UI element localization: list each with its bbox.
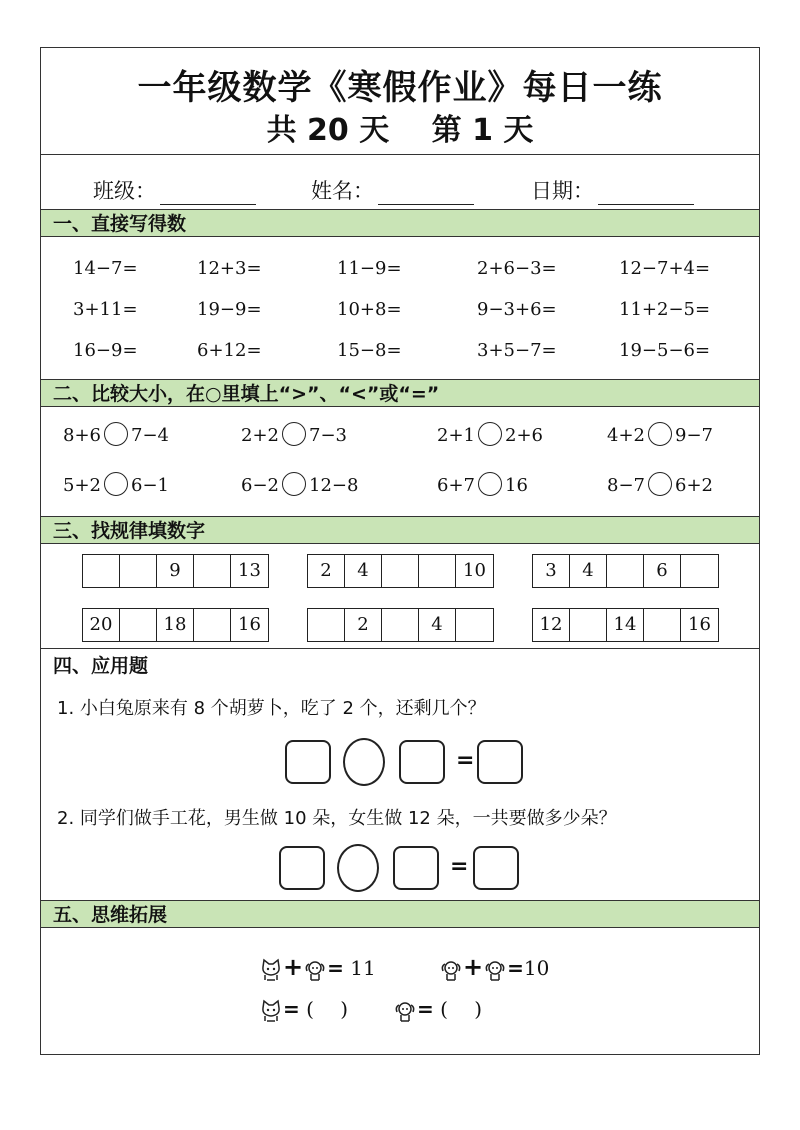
equation-item: 6+12=: [197, 340, 262, 361]
name-blank[interactable]: [378, 184, 474, 205]
comparison-item: [437, 424, 543, 448]
puppy-icon: [439, 958, 463, 982]
puzzle-sum-2: 10: [523, 956, 550, 980]
compare-circle[interactable]: [104, 422, 128, 446]
total-days: 共 20 天: [266, 113, 390, 148]
puzzle-answer-puppy: [393, 993, 482, 1023]
sequence-blank-cell[interactable]: [120, 555, 157, 587]
class-blank[interactable]: [160, 184, 256, 205]
equation-item: 19−9=: [197, 299, 262, 320]
compare-circle[interactable]: [282, 422, 306, 446]
equation-item: 14−7=: [73, 258, 138, 279]
title-block: [41, 48, 759, 155]
puzzle-equation-1: [259, 953, 376, 982]
sequence-cell: 2: [308, 555, 345, 587]
cat-icon: [259, 999, 283, 1023]
worksheet-subtitle: [41, 105, 759, 149]
right-expression: 7−3: [309, 425, 347, 446]
answer-box[interactable]: [279, 846, 325, 890]
equation-item: 19−5−6=: [619, 340, 711, 361]
result-box[interactable]: [477, 740, 523, 784]
section-1-header: 一、直接写得数: [41, 209, 759, 237]
left-expression: 4+2: [607, 425, 645, 446]
worksheet: [40, 47, 760, 1055]
left-expression: 6+7: [437, 475, 475, 496]
sequence-cell: 18: [157, 609, 194, 641]
date-field[interactable]: [531, 175, 694, 205]
answer-box[interactable]: [393, 846, 439, 890]
equation-item: 9−3+6=: [477, 299, 557, 320]
class-label: 班级：: [93, 179, 156, 203]
number-sequence: [82, 554, 269, 588]
equation-item: 15−8=: [337, 340, 402, 361]
answer-row-2: [279, 844, 539, 892]
section-5-header: 五、思维拓展: [41, 900, 759, 928]
right-expression: 6+2: [675, 475, 713, 496]
left-expression: 2+2: [241, 425, 279, 446]
word-problem-2: 2. 同学们做手工花，男生做 10 朵，女生做 12 朵，一共要做多少朵？: [57, 808, 617, 829]
answer-box[interactable]: [399, 740, 445, 784]
sequence-blank-cell[interactable]: [83, 555, 120, 587]
equation-item: 2+6−3=: [477, 258, 557, 279]
sequence-blank-cell[interactable]: [308, 609, 345, 641]
compare-circle[interactable]: [648, 422, 672, 446]
word-problem-1: 1. 小白兔原来有 8 个胡萝卜，吃了 2 个，还剩几个？: [57, 698, 486, 719]
left-expression: 2+1: [437, 425, 475, 446]
equals-sign: =: [507, 956, 524, 980]
sequence-cell: 6: [644, 555, 681, 587]
comparison-item: [63, 424, 169, 448]
puzzle-sum-1: 11: [343, 956, 376, 980]
sequence-blank-cell[interactable]: [419, 555, 456, 587]
right-expression: 12−8: [309, 475, 359, 496]
plus-sign: +: [463, 953, 484, 981]
compare-circle[interactable]: [478, 472, 502, 496]
operator-circle[interactable]: [337, 844, 379, 892]
comparison-item: [437, 474, 528, 498]
date-blank[interactable]: [598, 184, 694, 205]
puppy-icon: [483, 958, 507, 982]
number-sequence: [532, 608, 719, 642]
sequence-blank-cell[interactable]: [194, 609, 231, 641]
equals-sign: =: [283, 997, 300, 1021]
right-expression: 7−4: [131, 425, 169, 446]
answer-box[interactable]: [285, 740, 331, 784]
sequence-blank-cell[interactable]: [382, 609, 419, 641]
cat-icon: [259, 958, 283, 982]
sequence-cell: 9: [157, 555, 194, 587]
left-expression: 8+6: [63, 425, 101, 446]
equals-sign: =: [417, 997, 434, 1021]
sequence-cell: 4: [570, 555, 607, 587]
number-sequence: [532, 554, 719, 588]
sequence-cell: 16: [688, 614, 711, 635]
sequence-cell: 14: [607, 609, 644, 641]
sequence-cell: 10: [463, 560, 486, 581]
number-sequence: [307, 608, 494, 642]
sequence-blank-cell[interactable]: [382, 555, 419, 587]
compare-circle[interactable]: [648, 472, 672, 496]
sequence-cell: 2: [345, 609, 382, 641]
comparison-item: [63, 474, 169, 498]
sequence-blank-cell[interactable]: [456, 609, 493, 641]
puzzle-answer-cat: [259, 993, 348, 1023]
comparison-item: [607, 424, 713, 448]
right-expression: 9−7: [675, 425, 713, 446]
sequence-cell: 20: [83, 609, 120, 641]
class-field[interactable]: [93, 175, 256, 205]
puppy-icon: [393, 999, 417, 1023]
left-expression: 5+2: [63, 475, 101, 496]
date-label: 日期：: [531, 179, 594, 203]
sequence-blank-cell[interactable]: [570, 609, 607, 641]
equation-item: 3+11=: [73, 299, 138, 320]
equation-item: 12+3=: [197, 258, 262, 279]
name-label: 姓名：: [311, 179, 374, 203]
sequence-cell: 16: [238, 614, 261, 635]
comparison-item: [241, 474, 358, 498]
equation-item: 12−7+4=: [619, 258, 711, 279]
puzzle-equation-2: [439, 953, 549, 982]
equation-item: 11−9=: [337, 258, 402, 279]
comparison-item: [241, 424, 347, 448]
section-4-divider: [41, 648, 759, 649]
compare-circle[interactable]: [478, 422, 502, 446]
number-sequence: [307, 554, 494, 588]
number-sequence: [82, 608, 269, 642]
equation-item: 16−9=: [73, 340, 138, 361]
comparison-item: [607, 474, 713, 498]
equation-item: 11+2−5=: [619, 299, 711, 320]
equals-sign: =: [456, 748, 475, 773]
result-box[interactable]: [473, 846, 519, 890]
sequence-blank-cell[interactable]: [644, 609, 681, 641]
compare-circle[interactable]: [104, 472, 128, 496]
worksheet-title: 一年级数学《寒假作业》每日一练: [137, 68, 663, 108]
right-expression: 6−1: [131, 475, 169, 496]
plus-sign: +: [283, 953, 304, 981]
answer-row-1: [285, 738, 545, 786]
equation-item: 3+5−7=: [477, 340, 557, 361]
sequence-cell: 12: [533, 609, 570, 641]
sequence-cell: 4: [419, 609, 456, 641]
sequence-blank-cell[interactable]: [681, 555, 718, 587]
equals-sign: =: [327, 956, 344, 980]
left-expression: 8−7: [607, 475, 645, 496]
sequence-cell: 3: [533, 555, 570, 587]
current-day: 第 1 天: [431, 113, 534, 148]
student-info-row: [41, 155, 759, 209]
operator-circle[interactable]: [343, 738, 385, 786]
sequence-cell: 13: [238, 560, 261, 581]
puppy-icon: [303, 958, 327, 982]
section-3-header: 三、找规律填数字: [41, 516, 759, 544]
equals-sign: =: [450, 854, 469, 879]
left-expression: 6−2: [241, 475, 279, 496]
section-4-header: 四、应用题: [53, 655, 149, 677]
equation-item: 10+8=: [337, 299, 402, 320]
name-field[interactable]: [311, 175, 474, 205]
sequence-blank-cell[interactable]: [120, 609, 157, 641]
compare-circle[interactable]: [282, 472, 306, 496]
answer-blank[interactable]: ( ): [440, 997, 483, 1021]
right-expression: 16: [505, 475, 528, 496]
section-2-header: 二、比较大小，在○里填上“>”、“<”或“=”: [41, 379, 759, 407]
sequence-blank-cell[interactable]: [194, 555, 231, 587]
sequence-blank-cell[interactable]: [607, 555, 644, 587]
sequence-cell: 4: [345, 555, 382, 587]
answer-blank[interactable]: ( ): [306, 997, 349, 1021]
right-expression: 2+6: [505, 425, 543, 446]
